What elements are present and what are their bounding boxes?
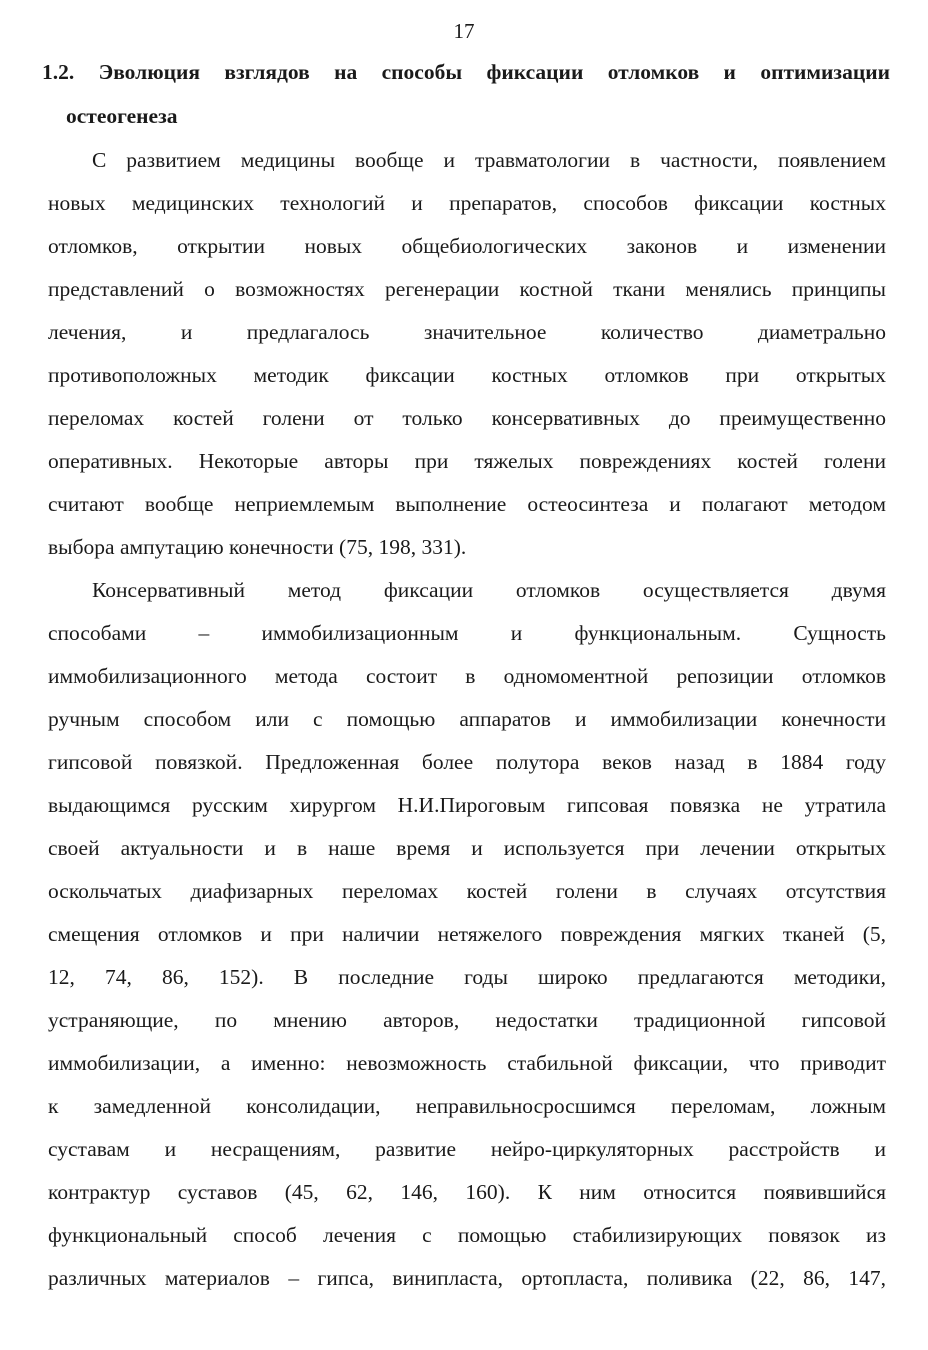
paragraph-line: переломах костей голени от только консервативных до преимущественно [48, 406, 886, 430]
paragraph-line: выбора ампутацию конечности (75, 198, 331). [48, 535, 467, 559]
paragraph-line: отломков, открытии новых общебиологических законов и изменении [48, 234, 886, 258]
paragraph-line: способами – иммобилизационным и функциональным. Сущность [48, 621, 886, 645]
paragraph-line: новых медицинских технологий и препаратов, способов фиксации костных [48, 191, 886, 215]
paragraph-line: 12, 74, 86, 152). В последние годы широко предлагаются методики, [48, 965, 886, 989]
paragraph-line: суставам и несращениям, развитие нейро-циркуляторных расстройств и [48, 1137, 886, 1161]
paragraph-line: к замедленной консолидации, неправильносросшимся переломам, ложным [48, 1094, 886, 1118]
paragraph-line: гипсовой повязкой. Предложенная более полутора веков назад в 1884 году [48, 750, 886, 774]
paragraph-line: оскольчатых диафизарных переломах костей голени в случаях отсутствия [48, 879, 886, 903]
paragraph-line: ручным способом или с помощью аппаратов и иммобилизации конечности [48, 707, 886, 731]
paragraph-line: противоположных методик фиксации костных отломков при открытых [48, 363, 886, 387]
paragraph-line: устраняющие, по мнению авторов, недостатки традиционной гипсовой [48, 1008, 886, 1032]
paragraph-line: считают вообще неприемлемым выполнение остеосинтеза и полагают методом [48, 492, 886, 516]
paragraph-line: функциональный способ лечения с помощью стабилизирующих повязок из [48, 1223, 886, 1247]
paragraph-line: контрактур суставов (45, 62, 146, 160). К ним относится появившийся [48, 1180, 886, 1204]
paragraph-line: представлений о возможностях регенерации костной ткани менялись принципы [48, 277, 886, 301]
paragraph-line: смещения отломков и при наличии нетяжелого повреждения мягких тканей (5, [48, 922, 886, 946]
paragraph-line: С развитием медицины вообще и травматологии в частности, появлением [92, 148, 886, 172]
paragraph-line: иммобилизационного метода состоит в одномоментной репозиции отломков [48, 664, 886, 688]
paragraph-line: оперативных. Некоторые авторы при тяжелых повреждениях костей голени [48, 449, 886, 473]
paragraph-line: различных материалов – гипса, винипласта, ортопласта, поливика (22, 86, 147, [48, 1266, 886, 1290]
page-number: 17 [453, 19, 475, 43]
paragraph-line: иммобилизации, а именно: невозможность стабильной фиксации, что приводит [48, 1051, 886, 1075]
section-heading-line-2: остеогенеза [66, 104, 178, 128]
paragraph-line: лечения, и предлагалось значительное количество диаметрально [48, 320, 886, 344]
paragraph-line: выдающимся русским хирургом Н.И.Пироговым гипсовая повязка не утратила [48, 793, 886, 817]
section-heading-line-1: 1.2. Эволюция взглядов на способы фиксации отломков и оптимизации [42, 60, 890, 84]
paragraph-line: своей актуальности и в наше время и используется при лечении открытых [48, 836, 886, 860]
paragraph-line: Консервативный метод фиксации отломков осуществляется двумя [92, 578, 886, 602]
